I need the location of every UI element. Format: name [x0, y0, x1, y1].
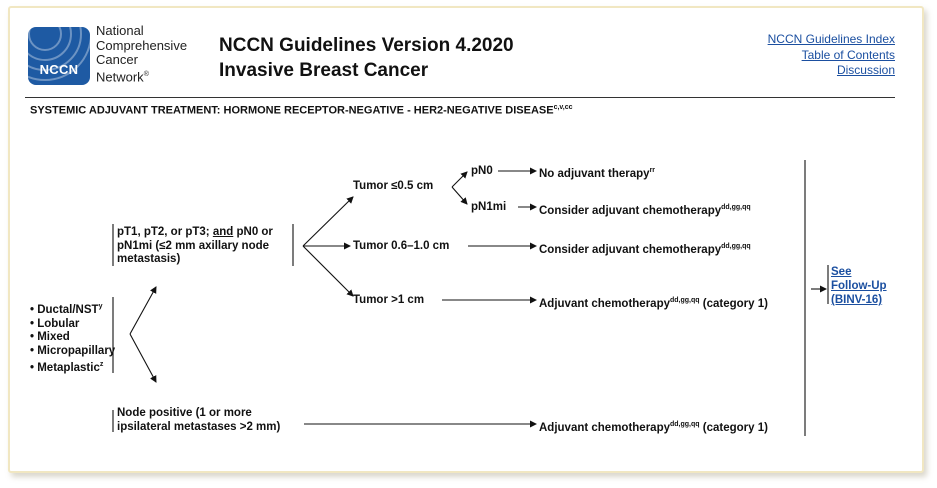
- footnote-mark: z: [99, 361, 104, 368]
- histology-item: [30, 318, 115, 332]
- arrow-to-pn1mi: [452, 187, 467, 204]
- category-label: (category 1): [699, 298, 768, 310]
- arrow-to-pn0: [452, 172, 467, 187]
- node-positive-criteria: [117, 407, 280, 434]
- histology-item: [30, 345, 115, 359]
- footnote-mark: dd,gg,qq: [721, 243, 751, 250]
- outcome-adjuvant-chemo: [539, 418, 768, 436]
- outcome-text: Consider adjuvant chemotherapy: [539, 244, 722, 256]
- outcome-text: Adjuvant chemotherapy: [539, 298, 670, 310]
- followup-see[interactable]: See: [831, 266, 852, 278]
- tumor-size-mid: Tumor 0.6–1.0 cm: [353, 240, 450, 252]
- arrow-to-node-negative: [130, 287, 156, 334]
- criteria-line: pN1mi (≤2 mm axillary node: [117, 239, 270, 252]
- histology-label: • Mixed: [30, 331, 70, 343]
- criteria-line: Node positive (1 or more: [117, 407, 252, 419]
- pn0-label: pN0: [471, 165, 493, 177]
- title-topic: Invasive Breast Cancer: [219, 60, 429, 81]
- footnote-mark: dd,gg,qq: [670, 297, 700, 304]
- histology-item: [30, 331, 115, 345]
- outcome-text: Consider adjuvant chemotherapy: [539, 205, 722, 217]
- tumor-size-large: Tumor >1 cm: [353, 294, 425, 306]
- pn1mi-label: pN1mi: [471, 201, 507, 213]
- category-label: (category 1): [699, 422, 768, 434]
- tumor-size-small: Tumor ≤0.5 cm: [353, 180, 434, 192]
- followup-link[interactable]: [831, 265, 887, 307]
- outcome-consider-chemo: [539, 240, 751, 258]
- outcome-text: Adjuvant chemotherapy: [539, 422, 670, 434]
- arrow-to-tumor-small: [303, 197, 353, 246]
- histology-label: • Lobular: [30, 317, 80, 330]
- histology-label: • Ductal/NST: [30, 304, 99, 316]
- arrow-to-tumor-large: [303, 246, 353, 296]
- followup-text[interactable]: Follow-Up: [831, 280, 887, 292]
- title-version: NCCN Guidelines Version 4.2020: [219, 35, 514, 56]
- arrow-to-node-positive: [130, 334, 156, 382]
- followup-page[interactable]: (BINV-16): [831, 294, 883, 306]
- histology-item: [30, 300, 115, 318]
- discussion-link[interactable]: Discussion: [836, 63, 895, 77]
- org-line: Cancer: [96, 52, 138, 67]
- footnote-mark: y: [98, 303, 103, 310]
- org-line-text: Network: [96, 68, 144, 84]
- org-line: National: [96, 23, 144, 38]
- node-negative-criteria: [117, 226, 273, 267]
- org-line: Comprehensive: [96, 37, 188, 53]
- histology-label: • Micropapillary: [30, 344, 116, 357]
- guidelines-index-link[interactable]: NCCN Guidelines Index: [767, 32, 895, 46]
- footnote-mark: dd,gg,qq: [670, 421, 700, 428]
- histology-list: [30, 300, 115, 376]
- outcome-consider-chemo: [539, 201, 751, 219]
- criteria-and: and: [212, 226, 234, 238]
- outcome-no-adjuvant: [539, 164, 655, 182]
- footnote-mark: dd,gg,qq: [721, 204, 751, 211]
- histology-label: • Metaplastic: [30, 362, 100, 374]
- heading-text: SYSTEMIC ADJUVANT TREATMENT: HORMONE RECEPTOR-NEGATIVE - HER2-NEGATIVE DISEASE: [30, 104, 554, 117]
- criteria-text: pN0 or: [233, 226, 273, 238]
- logo-text: NCCN: [39, 62, 79, 77]
- criteria-line: ipsilateral metastases >2 mm): [117, 420, 281, 433]
- outcome-text: No adjuvant therapy: [539, 168, 650, 180]
- criteria-line: [117, 226, 273, 240]
- histology-item: [30, 358, 115, 376]
- registered-mark: ®: [143, 70, 149, 78]
- table-of-contents-link[interactable]: Table of Contents: [801, 47, 895, 62]
- criteria-line: metastasis): [117, 253, 181, 265]
- footnote-mark: rr: [649, 167, 656, 174]
- criteria-text: pT1, pT2, or pT3;: [117, 226, 213, 238]
- outcome-adjuvant-chemo: [539, 294, 768, 312]
- heading-footnotes: c,v,cc: [553, 104, 573, 111]
